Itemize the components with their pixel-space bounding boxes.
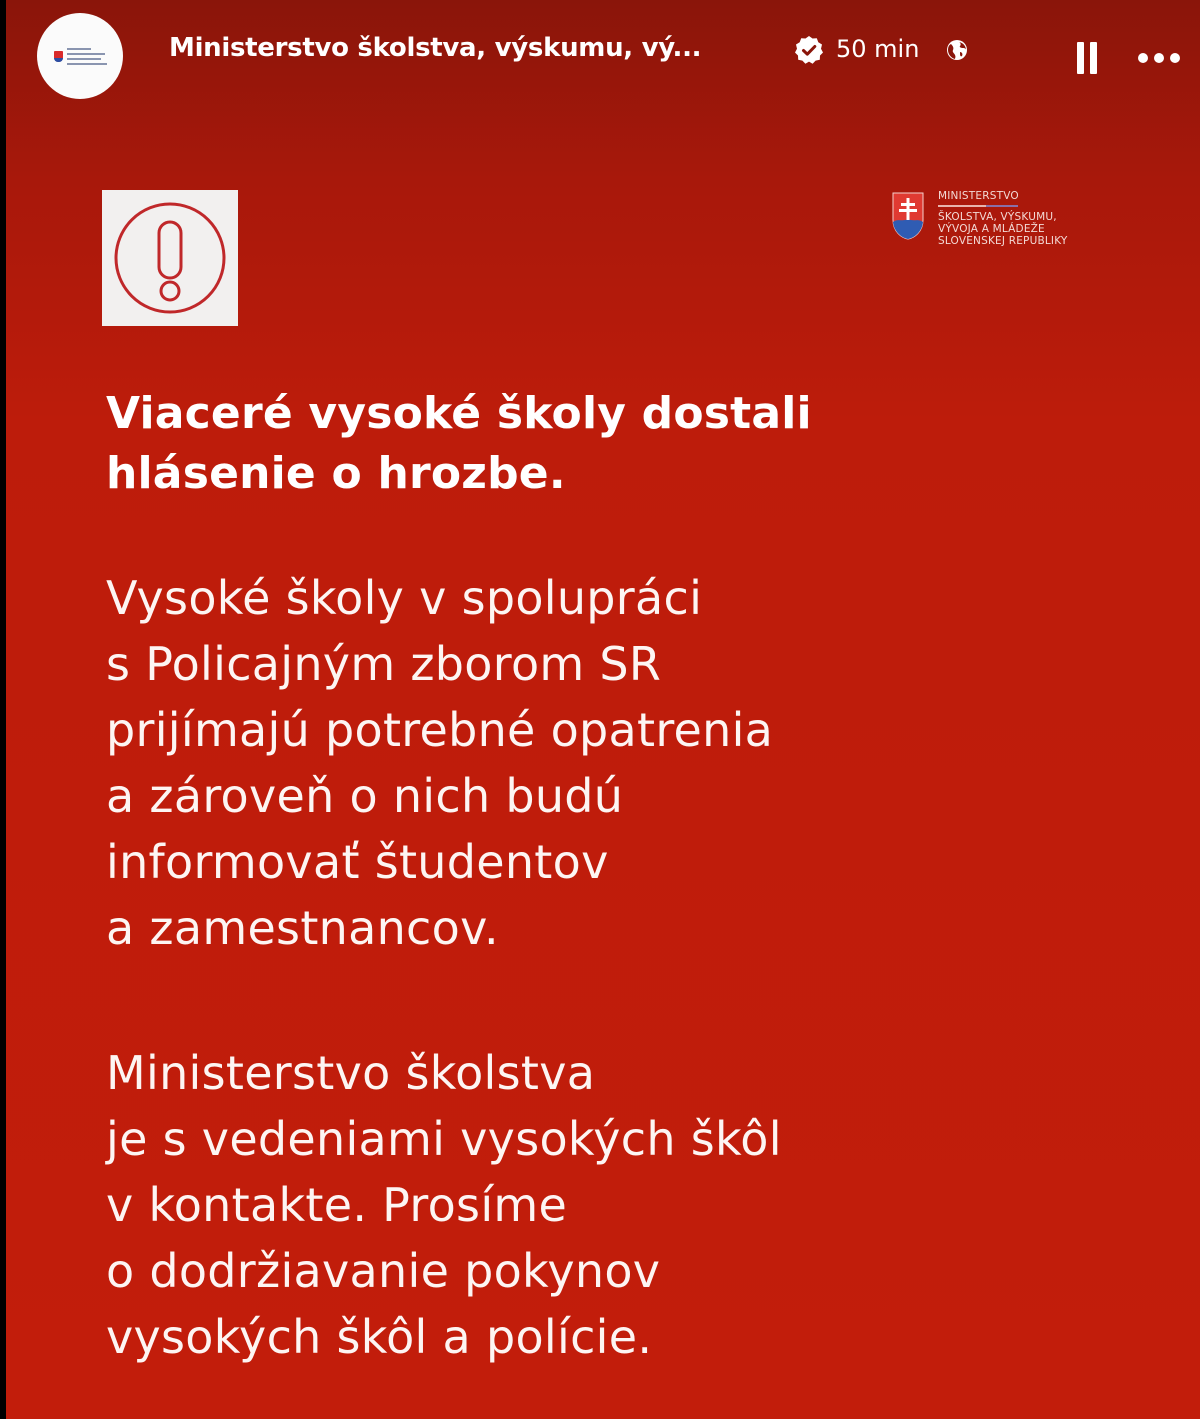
warning-icon-box: [102, 190, 238, 326]
paragraph-line: prijímajú potrebné opatrenia: [106, 703, 774, 757]
story-headline: [106, 384, 1106, 504]
story-paragraph-2: [106, 1040, 1106, 1370]
logo-line-3: VÝVOJA A MLÁDEŽE: [938, 223, 1045, 235]
avatar-crest-icon: [54, 51, 63, 62]
pause-icon: [1077, 42, 1084, 74]
ministry-logo-text: [938, 190, 1068, 247]
paragraph-line: Ministerstvo školstva: [106, 1046, 596, 1100]
more-options-dot: [1170, 53, 1180, 63]
ministry-logo: [892, 190, 1068, 247]
pause-button[interactable]: [1074, 38, 1102, 76]
headline-line: Viaceré vysoké školy dostali: [106, 388, 812, 439]
page-avatar[interactable]: [37, 13, 123, 99]
paragraph-line: informovať študentov: [106, 835, 609, 889]
paragraph-line: a zamestnancov.: [106, 901, 499, 955]
paragraph-line: a zároveň o nich budú: [106, 769, 624, 823]
more-options-dot: [1154, 53, 1164, 63]
paragraph-line: s Policajným zborom SR: [106, 637, 662, 691]
paragraph-line: je s vedeniami vysokých škôl: [106, 1112, 782, 1166]
more-options-button[interactable]: [1138, 48, 1194, 68]
logo-line-2: ŠKOLSTVA, VÝSKUMU,: [938, 211, 1057, 223]
logo-line-1: MINISTERSTVO: [938, 190, 1019, 202]
paragraph-line: Vysoké školy v spolupráci: [106, 571, 703, 625]
logo-divider: [938, 205, 1018, 207]
page-name-link[interactable]: Ministerstvo školstva, výskumu, vý...: [169, 33, 702, 63]
exclamation-circle-icon: [113, 201, 227, 315]
paragraph-line: o dodržiavanie pokynov: [106, 1244, 661, 1298]
paragraph-line: v kontakte. Prosíme: [106, 1178, 568, 1232]
headline-line: hlásenie o hrozbe.: [106, 448, 566, 499]
paragraph-line: vysokých škôl a polície.: [106, 1310, 653, 1364]
story-viewer: [6, 0, 1200, 1419]
more-options-icon: [1138, 53, 1148, 63]
avatar-logo-text: [67, 48, 107, 65]
pause-icon-bar: [1090, 42, 1097, 74]
logo-line-4: SLOVENSKEJ REPUBLIKY: [938, 235, 1068, 247]
story-header: [6, 0, 1200, 110]
post-time[interactable]: 50 min: [836, 35, 920, 63]
story-paragraph-1: [106, 565, 1106, 961]
slovak-coat-of-arms-icon: [892, 192, 924, 240]
globe-icon: [945, 38, 969, 62]
verified-badge-icon: [794, 35, 824, 65]
